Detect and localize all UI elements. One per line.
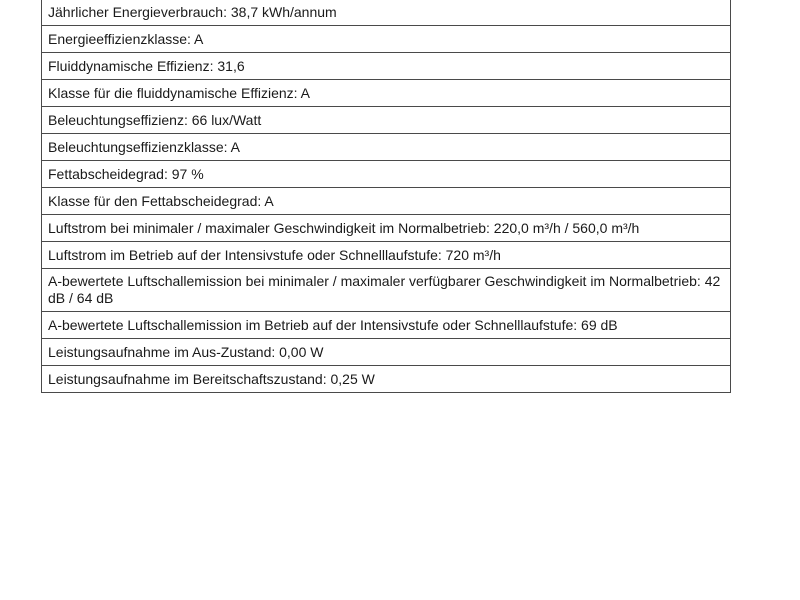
spec-cell-airflow-min-max: Luftstrom bei minimaler / maximaler Geschwindigkeit im Normalbetrieb: 220,0 m³/h / 560,0 m³/h <box>42 215 731 242</box>
spec-cell-annual-energy-consumption: Jährlicher Energieverbrauch: 38,7 kWh/annum <box>42 0 731 26</box>
spec-cell-power-standby-mode: Leistungsaufnahme im Bereitschaftszustand: 0,25 W <box>42 366 731 393</box>
table-row <box>42 161 731 188</box>
table-row <box>42 188 731 215</box>
spec-cell-power-off-mode: Leistungsaufnahme im Aus-Zustand: 0,00 W <box>42 339 731 366</box>
table-row <box>42 242 731 269</box>
spec-cell-noise-boost: A-bewertete Luftschallemission im Betrieb auf der Intensivstufe oder Schnelllaufstufe: 69 dB <box>42 312 731 339</box>
table-row <box>42 80 731 107</box>
spec-cell-lighting-efficiency-class: Beleuchtungseffizienzklasse: A <box>42 134 731 161</box>
spec-cell-energy-efficiency-class: Energieeffizienzklasse: A <box>42 26 731 53</box>
table-row <box>42 339 731 366</box>
table-row <box>42 215 731 242</box>
spec-cell-noise-min-max: A-bewertete Luftschallemission bei minimaler / maximaler verfügbarer Geschwindigkeit im Normalbetrieb: 42 dB / 64 dB <box>42 269 731 312</box>
table-row <box>42 0 731 26</box>
table-row <box>42 107 731 134</box>
table-row <box>42 366 731 393</box>
table-row <box>42 134 731 161</box>
energy-spec-table <box>41 0 731 393</box>
table-row <box>42 269 731 312</box>
spec-cell-airflow-boost: Luftstrom im Betrieb auf der Intensivstufe oder Schnelllaufstufe: 720 m³/h <box>42 242 731 269</box>
spec-cell-fluid-dynamic-efficiency-class: Klasse für die fluiddynamische Effizienz: A <box>42 80 731 107</box>
spec-cell-grease-filtering-efficiency: Fettabscheidegrad: 97 % <box>42 161 731 188</box>
energy-spec-table-body <box>42 0 731 393</box>
table-row <box>42 26 731 53</box>
spec-cell-grease-filtering-efficiency-class: Klasse für den Fettabscheidegrad: A <box>42 188 731 215</box>
table-row <box>42 312 731 339</box>
table-row <box>42 53 731 80</box>
spec-cell-fluid-dynamic-efficiency: Fluiddynamische Effizienz: 31,6 <box>42 53 731 80</box>
spec-cell-lighting-efficiency: Beleuchtungseffizienz: 66 lux/Watt <box>42 107 731 134</box>
